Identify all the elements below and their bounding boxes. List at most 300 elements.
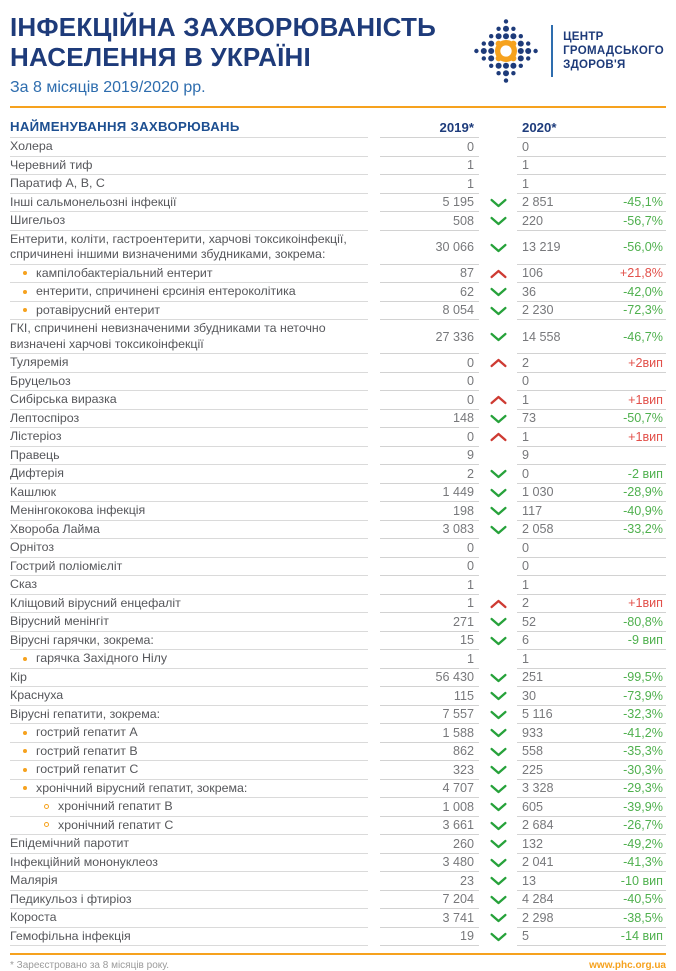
- value-2020-cell: [517, 798, 666, 817]
- value-2020: 2 058: [522, 522, 554, 537]
- column-spacer: [368, 891, 380, 910]
- value-2020-cell: [517, 484, 666, 503]
- change-value: -35,3%: [623, 744, 663, 759]
- bullet-icon: [23, 786, 27, 790]
- header: [10, 10, 666, 97]
- column-spacer: [368, 798, 380, 817]
- value-2020: 2 041: [522, 855, 554, 870]
- trend-down-icon: [479, 706, 517, 725]
- col-header-trend: [479, 117, 517, 138]
- table-row: [10, 687, 666, 706]
- disease-name: Паратиф А, В, С: [10, 175, 368, 194]
- top-divider: [10, 106, 666, 108]
- value-2020-cell: [517, 780, 666, 799]
- value-2020: 220: [522, 213, 544, 228]
- value-2020-cell: [517, 320, 666, 354]
- change-value: -9 вип: [627, 633, 663, 648]
- table-row: [10, 231, 666, 265]
- column-spacer: [368, 484, 380, 503]
- table-row: [10, 669, 666, 688]
- trend-up-icon: [479, 391, 517, 410]
- value-2019: 0: [380, 373, 479, 392]
- value-2020: 4 284: [522, 892, 554, 907]
- trend-down-icon: [479, 743, 517, 762]
- disease-name: Черевний тиф: [10, 157, 368, 176]
- disease-name: Ентерити, коліти, гастроентерити, харчові токсикоінфекції, спричинені іншими визначеними збудниками, зокрема:: [10, 231, 368, 265]
- column-spacer: [368, 194, 380, 213]
- column-spacer: [368, 909, 380, 928]
- value-2020: 106: [522, 266, 544, 281]
- table-row: [10, 780, 666, 799]
- footer: [10, 955, 666, 971]
- trend-down-icon: [479, 854, 517, 873]
- trend-none: [479, 138, 517, 157]
- value-2020-cell: [517, 283, 666, 302]
- trend-down-icon: [479, 817, 517, 836]
- value-2020: 1: [522, 651, 530, 666]
- value-2020: 3 328: [522, 781, 554, 796]
- value-2019: 260: [380, 835, 479, 854]
- column-spacer: [368, 175, 380, 194]
- value-2020-cell: [517, 650, 666, 669]
- value-2020: 2 851: [522, 195, 554, 210]
- value-2019: 271: [380, 613, 479, 632]
- column-spacer: [368, 854, 380, 873]
- logo-divider: [551, 25, 553, 77]
- value-2020: 2: [522, 596, 530, 611]
- value-2020-cell: [517, 891, 666, 910]
- table-row: [10, 724, 666, 743]
- value-2019: 87: [380, 265, 479, 284]
- table-row: [10, 212, 666, 231]
- value-2020: 225: [522, 762, 544, 777]
- disease-name: Інші сальмонельозні інфекції: [10, 194, 368, 213]
- bullet-icon: [23, 271, 27, 275]
- column-spacer: [368, 632, 380, 651]
- value-2020-cell: [517, 576, 666, 595]
- table-row: [10, 157, 666, 176]
- value-2020: 1: [522, 176, 530, 191]
- trend-down-icon: [479, 724, 517, 743]
- table-row: [10, 283, 666, 302]
- value-2020: 0: [522, 559, 530, 574]
- value-2020-cell: [517, 502, 666, 521]
- value-2019: 1 008: [380, 798, 479, 817]
- value-2019: 2: [380, 465, 479, 484]
- value-2019: 3 741: [380, 909, 479, 928]
- org-logo: [469, 14, 664, 88]
- disease-name: гострий гепатит В: [10, 743, 368, 762]
- value-2020: 0: [522, 139, 530, 154]
- disease-name: ентерити, спричинені єрсинія ентероколітика: [10, 283, 368, 302]
- column-spacer: [368, 447, 380, 466]
- value-2020: 2 298: [522, 910, 554, 925]
- change-value: -41,2%: [623, 725, 663, 740]
- value-2019: 0: [380, 391, 479, 410]
- value-2019: 0: [380, 428, 479, 447]
- value-2020: 52: [522, 614, 537, 629]
- bullet-icon: [23, 731, 27, 735]
- disease-name: Орнітоз: [10, 539, 368, 558]
- column-spacer: [368, 502, 380, 521]
- column-spacer: [368, 761, 380, 780]
- change-value: -29,3%: [623, 781, 663, 796]
- value-2020-cell: [517, 410, 666, 429]
- value-2020: 605: [522, 799, 544, 814]
- column-spacer: [368, 231, 380, 265]
- table-row: [10, 302, 666, 321]
- trend-none: [479, 576, 517, 595]
- value-2020-cell: [517, 761, 666, 780]
- column-spacer: [368, 687, 380, 706]
- value-2019: 3 083: [380, 521, 479, 540]
- column-spacer: [368, 265, 380, 284]
- value-2020: 1: [522, 429, 530, 444]
- change-value: -33,2%: [623, 522, 663, 537]
- column-spacer: [368, 157, 380, 176]
- table-row: [10, 798, 666, 817]
- change-value: -50,7%: [623, 411, 663, 426]
- page-title: [10, 12, 436, 72]
- column-spacer: [368, 212, 380, 231]
- change-value: -72,3%: [623, 303, 663, 318]
- value-2020-cell: [517, 521, 666, 540]
- website-link[interactable]: www.phc.org.ua: [589, 960, 666, 971]
- change-value: -38,5%: [623, 910, 663, 925]
- column-spacer: [368, 872, 380, 891]
- page-title-line1: ІНФЕКЦІЙНА ЗАХВОРЮВАНІСТЬ: [10, 12, 436, 42]
- value-2019: 0: [380, 354, 479, 373]
- column-spacer: [368, 780, 380, 799]
- value-2020: 117: [522, 503, 543, 518]
- value-2019: 1: [380, 576, 479, 595]
- value-2019: 3 661: [380, 817, 479, 836]
- value-2019: 8 054: [380, 302, 479, 321]
- title-block: [10, 10, 436, 97]
- value-2019: 4 707: [380, 780, 479, 799]
- value-2020: 13 219: [522, 240, 561, 254]
- column-spacer: [368, 558, 380, 577]
- page-title-line2: НАСЕЛЕННЯ В УКРАЇНІ: [10, 42, 311, 72]
- value-2020: 1: [522, 158, 530, 173]
- change-value: -40,9%: [623, 503, 663, 518]
- trend-down-icon: [479, 410, 517, 429]
- table-row: [10, 465, 666, 484]
- value-2020-cell: [517, 157, 666, 176]
- trend-down-icon: [479, 835, 517, 854]
- trend-up-icon: [479, 428, 517, 447]
- change-value: +2вип: [628, 355, 663, 370]
- disease-name: Лістеріоз: [10, 428, 368, 447]
- value-2020-cell: [517, 138, 666, 157]
- table-row: [10, 909, 666, 928]
- value-2020-cell: [517, 817, 666, 836]
- value-2020-cell: [517, 465, 666, 484]
- change-value: -41,3%: [623, 855, 663, 870]
- table-row: [10, 320, 666, 354]
- disease-name: Хвороба Лайма: [10, 521, 368, 540]
- value-2020-cell: [517, 391, 666, 410]
- value-2020: 0: [522, 466, 530, 481]
- col-header-disease: НАЙМЕНУВАННЯ ЗАХВОРЮВАНЬ: [10, 117, 368, 138]
- value-2020: 0: [522, 540, 530, 555]
- column-spacer: [368, 650, 380, 669]
- disease-name: Холера: [10, 138, 368, 157]
- sub-bullet-icon: [44, 822, 49, 827]
- change-value: -40,5%: [623, 892, 663, 907]
- disease-name: хронічний гепатит В: [10, 798, 368, 817]
- table-row: [10, 539, 666, 558]
- disease-name: хронічний вірусний гепатит, зокрема:: [10, 780, 368, 799]
- trend-up-icon: [479, 265, 517, 284]
- value-2020: 933: [522, 725, 544, 740]
- table-row: [10, 632, 666, 651]
- trend-none: [479, 157, 517, 176]
- value-2020-cell: [517, 428, 666, 447]
- value-2019: 9: [380, 447, 479, 466]
- disease-name: Кір: [10, 669, 368, 688]
- disease-name: ГКІ, спричинені невизначеними збудниками та неточно визначені харчові токсикоінфекції: [10, 320, 368, 354]
- table-row: [10, 521, 666, 540]
- trend-down-icon: [479, 302, 517, 321]
- value-2020-cell: [517, 175, 666, 194]
- value-2019: 1 449: [380, 484, 479, 503]
- disease-name: Шигельоз: [10, 212, 368, 231]
- trend-none: [479, 539, 517, 558]
- value-2020: 2 230: [522, 303, 554, 318]
- change-value: +1вип: [628, 596, 663, 611]
- value-2020: 132: [522, 836, 544, 851]
- table-row: [10, 891, 666, 910]
- col-header-2020-cell: [517, 117, 666, 138]
- value-2020: 558: [522, 744, 544, 759]
- table-row: [10, 706, 666, 725]
- table-row: [10, 265, 666, 284]
- value-2019: 1: [380, 595, 479, 614]
- trend-down-icon: [479, 761, 517, 780]
- value-2019: 1 588: [380, 724, 479, 743]
- table-row: [10, 354, 666, 373]
- change-value: -46,7%: [623, 329, 663, 344]
- table-row: [10, 650, 666, 669]
- column-spacer: [368, 576, 380, 595]
- value-2019: 19: [380, 928, 479, 947]
- column-spacer: [368, 835, 380, 854]
- value-2019: 23: [380, 872, 479, 891]
- change-value: -28,9%: [623, 485, 663, 500]
- change-value: +1вип: [628, 429, 663, 444]
- column-spacer: [368, 391, 380, 410]
- trend-down-icon: [479, 780, 517, 799]
- sub-bullet-icon: [44, 804, 49, 809]
- disease-name: Короста: [10, 909, 368, 928]
- trend-down-icon: [479, 632, 517, 651]
- trend-up-icon: [479, 595, 517, 614]
- change-value: -39,9%: [623, 799, 663, 814]
- value-2019: 115: [380, 687, 479, 706]
- subtitle: За 8 місяців 2019/2020 рр.: [10, 79, 206, 96]
- table-row: [10, 373, 666, 392]
- change-value: -14 вип: [620, 929, 663, 944]
- disease-name: гострий гепатит С: [10, 761, 368, 780]
- value-2020-cell: [517, 194, 666, 213]
- value-2020-cell: [517, 706, 666, 725]
- trend-down-icon: [479, 928, 517, 947]
- change-value: -10 вип: [620, 873, 663, 888]
- value-2019: 5 195: [380, 194, 479, 213]
- value-2020-cell: [517, 212, 666, 231]
- value-2020-cell: [517, 687, 666, 706]
- trend-none: [479, 175, 517, 194]
- disease-name: Туляремія: [10, 354, 368, 373]
- trend-down-icon: [479, 212, 517, 231]
- value-2019: 323: [380, 761, 479, 780]
- value-2020: 0: [522, 374, 530, 389]
- col-header-2020: 2020*: [522, 119, 557, 135]
- value-2020-cell: [517, 265, 666, 284]
- trend-none: [479, 373, 517, 392]
- column-spacer: [368, 465, 380, 484]
- footnote: * Зареєстровано за 8 місяців року.: [10, 960, 170, 971]
- disease-name: Правець: [10, 447, 368, 466]
- value-2019: 1: [380, 175, 479, 194]
- value-2019: 0: [380, 539, 479, 558]
- disease-name: Інфекційний мононуклеоз: [10, 854, 368, 873]
- table-row: [10, 558, 666, 577]
- table-body: [10, 138, 666, 946]
- trend-down-icon: [479, 872, 517, 891]
- change-value: -80,8%: [623, 614, 663, 629]
- value-2020-cell: [517, 872, 666, 891]
- value-2020: 14 558: [522, 329, 561, 344]
- table-row: [10, 391, 666, 410]
- value-2019: 0: [380, 558, 479, 577]
- column-spacer: [368, 595, 380, 614]
- disease-name: Гострий поліомієліт: [10, 558, 368, 577]
- value-2020: 1: [522, 392, 530, 407]
- value-2019: 862: [380, 743, 479, 762]
- change-value: -56,0%: [623, 240, 663, 254]
- trend-none: [479, 447, 517, 466]
- column-spacer: [368, 669, 380, 688]
- bullet-icon: [23, 308, 27, 312]
- table-row: [10, 928, 666, 947]
- value-2020-cell: [517, 373, 666, 392]
- value-2020: 1 030: [522, 485, 554, 500]
- value-2019: 0: [380, 138, 479, 157]
- value-2020: 251: [522, 670, 544, 685]
- value-2020-cell: [517, 928, 666, 947]
- value-2019: 1: [380, 157, 479, 176]
- change-value: -45,1%: [623, 195, 663, 210]
- value-2020-cell: [517, 447, 666, 466]
- value-2020: 30: [522, 688, 537, 703]
- change-value: -56,7%: [623, 213, 663, 228]
- bullet-icon: [23, 657, 27, 661]
- disease-name: Сказ: [10, 576, 368, 595]
- bullet-icon: [23, 768, 27, 772]
- value-2019: 62: [380, 283, 479, 302]
- disease-name: Кашлюк: [10, 484, 368, 503]
- table-row: [10, 761, 666, 780]
- disease-name: Педикульоз і фтиріоз: [10, 891, 368, 910]
- disease-table: [10, 117, 666, 946]
- table-row: [10, 872, 666, 891]
- bullet-icon: [23, 749, 27, 753]
- value-2019: 30 066: [380, 231, 479, 265]
- table-row: [10, 613, 666, 632]
- disease-name: гострий гепатит А: [10, 724, 368, 743]
- column-spacer: [368, 613, 380, 632]
- trend-down-icon: [479, 669, 517, 688]
- value-2019: 15: [380, 632, 479, 651]
- value-2020: 2 684: [522, 818, 554, 833]
- disease-name: Вірусні гарячки, зокрема:: [10, 632, 368, 651]
- disease-name: Вірусний менінгіт: [10, 613, 368, 632]
- disease-name: Сибірська виразка: [10, 391, 368, 410]
- value-2020: 5: [522, 929, 530, 944]
- value-2020-cell: [517, 669, 666, 688]
- table-header-row: [10, 117, 666, 138]
- value-2019: 7 204: [380, 891, 479, 910]
- value-2020: 5 116: [522, 707, 553, 722]
- value-2019: 3 480: [380, 854, 479, 873]
- change-value: -73,9%: [623, 688, 663, 703]
- change-value: +21,8%: [619, 266, 663, 281]
- table-row: [10, 595, 666, 614]
- table-row: [10, 835, 666, 854]
- table-row: [10, 410, 666, 429]
- change-value: -32,3%: [623, 707, 663, 722]
- column-spacer: [368, 743, 380, 762]
- column-spacer: [368, 928, 380, 947]
- trend-down-icon: [479, 687, 517, 706]
- table-row: [10, 854, 666, 873]
- trend-down-icon: [479, 320, 517, 354]
- disease-name: ротавірусний ентерит: [10, 302, 368, 321]
- trend-down-icon: [479, 465, 517, 484]
- value-2020-cell: [517, 613, 666, 632]
- value-2020-cell: [517, 558, 666, 577]
- disease-name: Малярія: [10, 872, 368, 891]
- trend-down-icon: [479, 231, 517, 265]
- value-2019: 508: [380, 212, 479, 231]
- column-spacer: [368, 320, 380, 354]
- trend-none: [479, 558, 517, 577]
- value-2020-cell: [517, 835, 666, 854]
- disease-name: Епідемічний паротит: [10, 835, 368, 854]
- value-2020: 9: [522, 448, 530, 463]
- logo-org-name: ЦЕНТР ГРОМАДСЬКОГО ЗДОРОВ'Я: [563, 31, 664, 71]
- column-spacer: [368, 706, 380, 725]
- value-2019: 56 430: [380, 669, 479, 688]
- column-spacer: [368, 354, 380, 373]
- value-2020: 73: [522, 411, 537, 426]
- logo-dots-icon: [469, 14, 543, 88]
- column-spacer: [368, 138, 380, 157]
- value-2019: 7 557: [380, 706, 479, 725]
- table-row: [10, 138, 666, 157]
- bullet-icon: [23, 290, 27, 294]
- column-spacer: [368, 117, 380, 138]
- table-row: [10, 175, 666, 194]
- value-2020-cell: [517, 854, 666, 873]
- change-value: -99,5%: [623, 670, 663, 685]
- disease-name: Менінгококова інфекція: [10, 502, 368, 521]
- disease-name: Гемофільна інфекція: [10, 928, 368, 947]
- change-value: -49,2%: [623, 836, 663, 851]
- disease-name: Дифтерія: [10, 465, 368, 484]
